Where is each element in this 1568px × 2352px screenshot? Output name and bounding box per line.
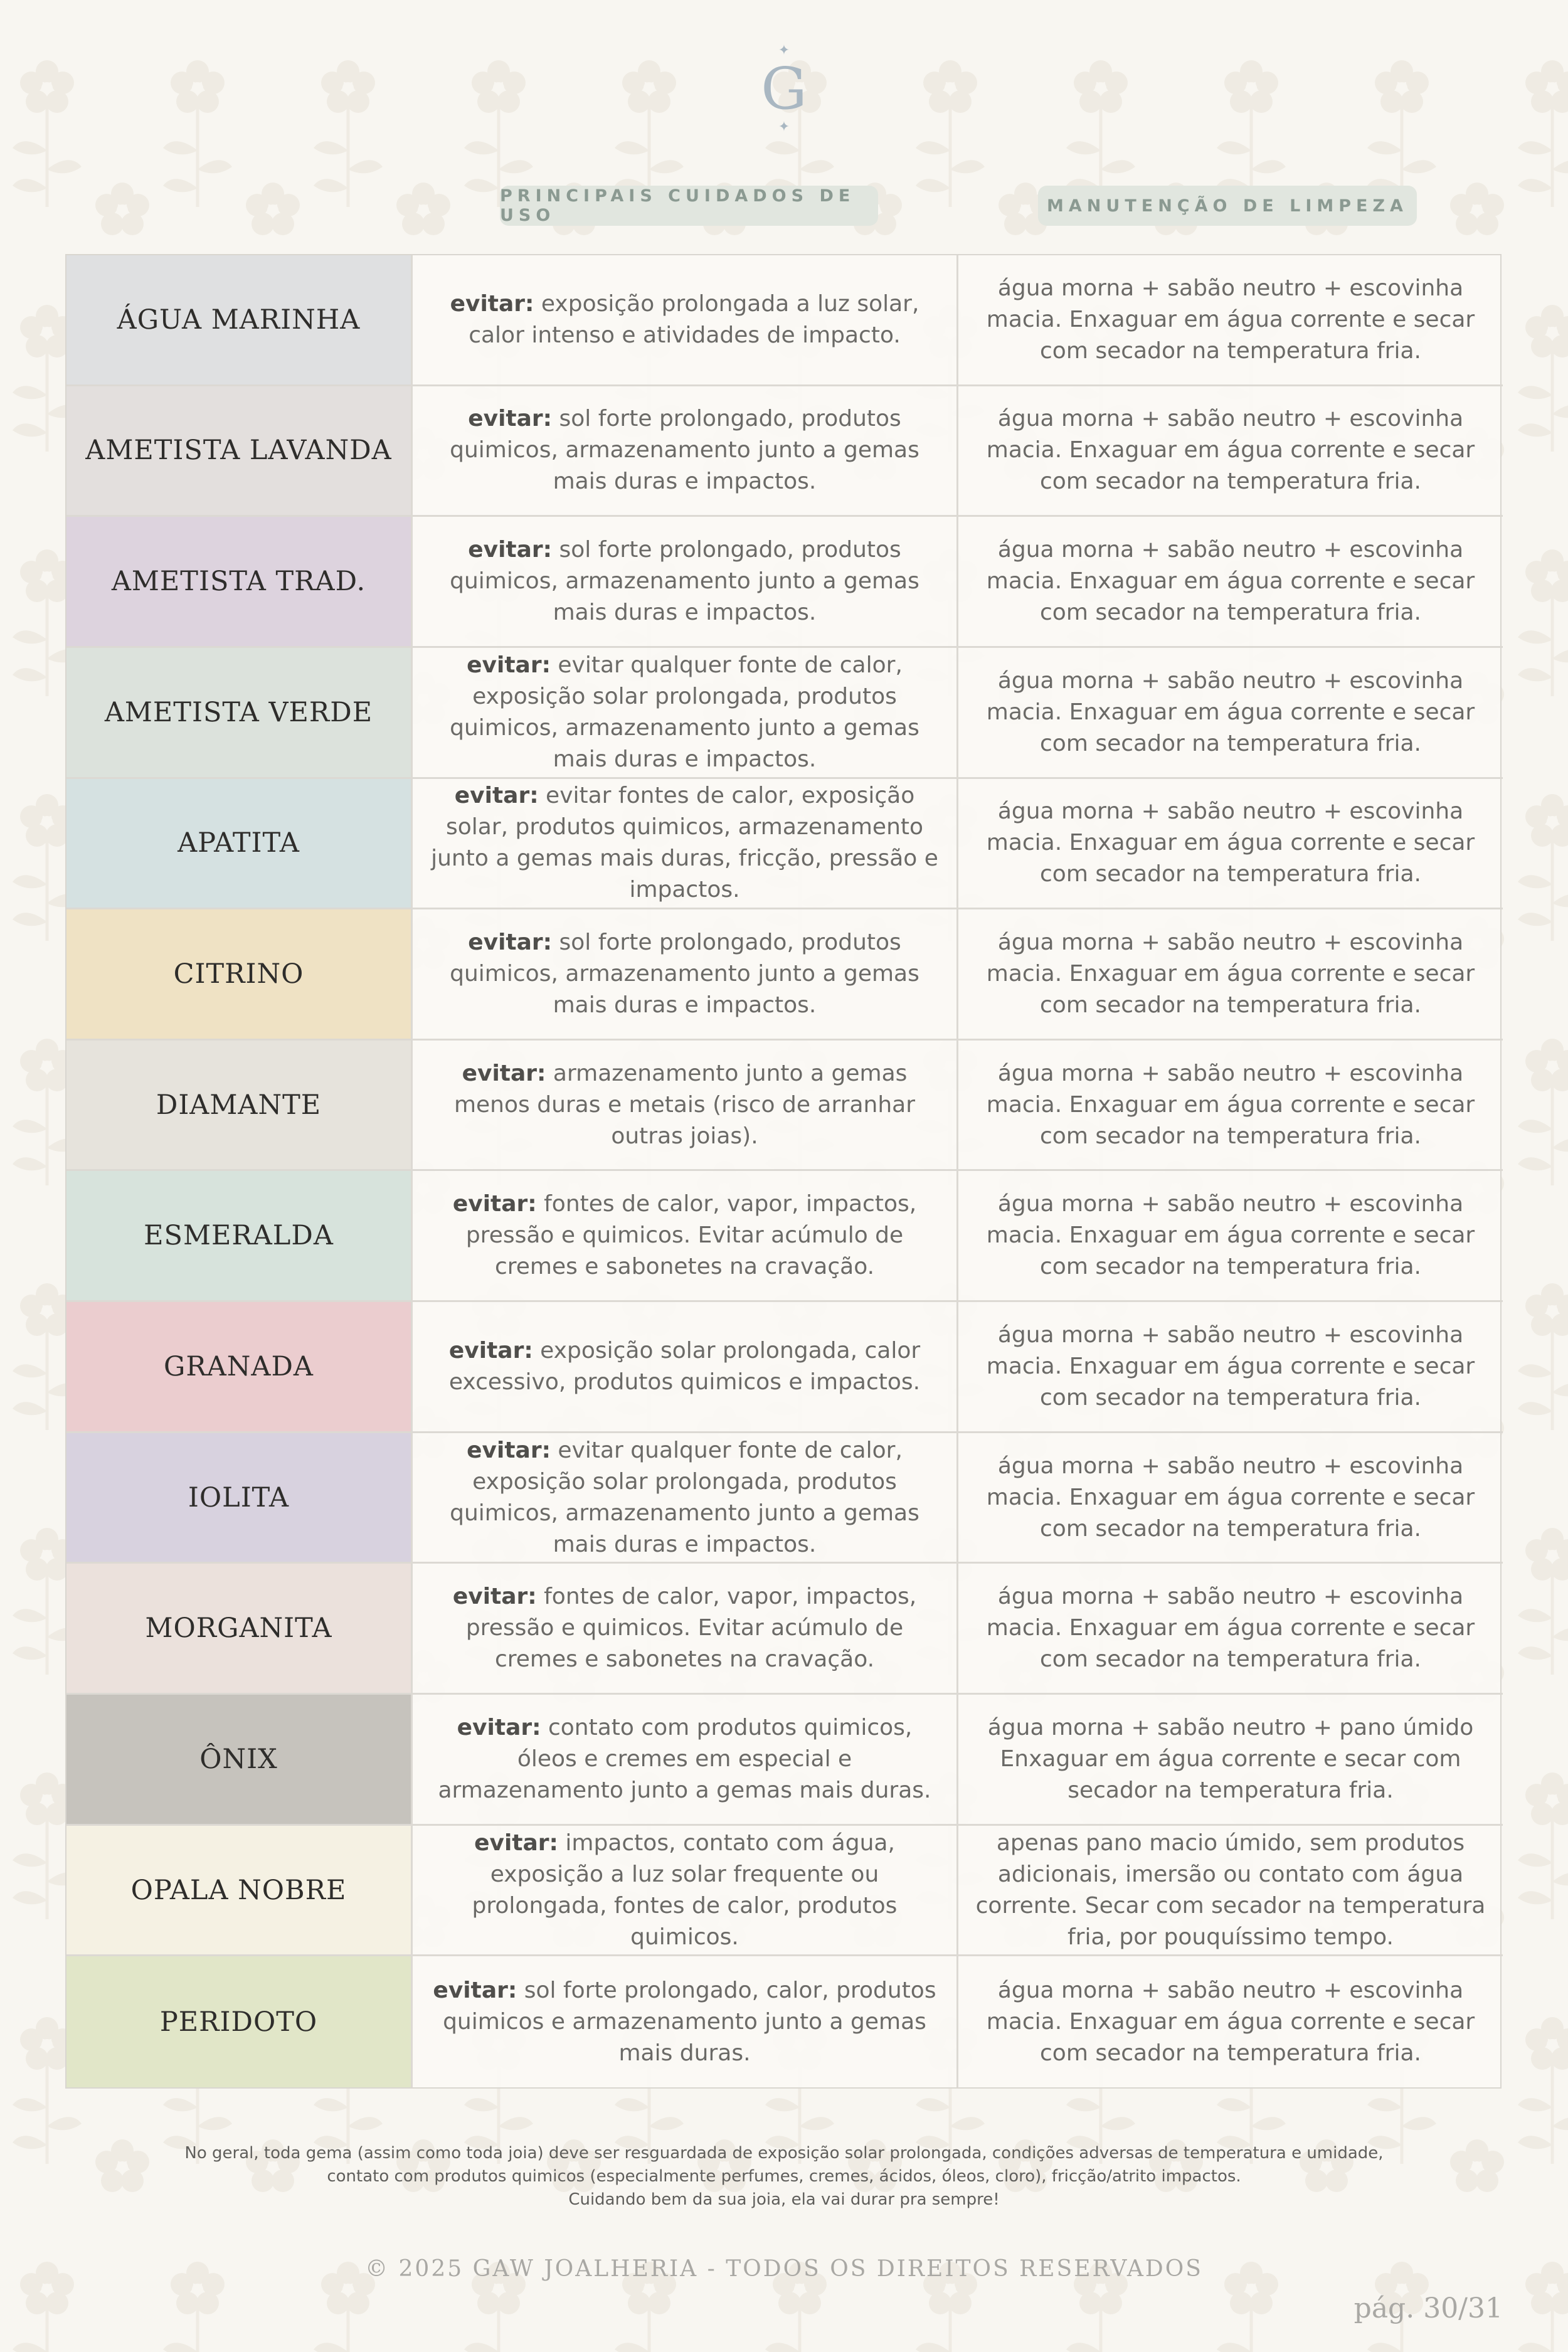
cleaning-description: água morna + sabão neutro + escovinha macia. Enxaguar em água corrente e secar com secador na temperatura fria. — [986, 930, 1475, 1019]
avoid-label: evitar: — [462, 1060, 546, 1086]
logo-letter: G — [761, 55, 807, 122]
care-text — [424, 1712, 945, 1806]
avoid-label: evitar: — [467, 1437, 551, 1463]
cleaning-cell — [958, 1564, 1503, 1695]
cleaning-description: água morna + sabão neutro + escovinha macia. Enxaguar em água corrente e secar com secador na temperatura fria. — [986, 537, 1475, 626]
care-cell — [413, 1826, 958, 1957]
avoid-label: evitar: — [448, 1337, 533, 1364]
cleaning-cell — [958, 648, 1503, 779]
cleaning-cell — [958, 1956, 1503, 2087]
care-text — [424, 780, 945, 906]
cleaning-description: água morna + sabão neutro + escovinha macia. Enxaguar em água corrente e secar com secador na temperatura fria. — [986, 1191, 1475, 1280]
gem-name-cell: AMETISTA VERDE — [66, 648, 413, 779]
star-icon: ✦ — [778, 43, 790, 58]
gem-name-cell: APATITA — [66, 779, 413, 910]
avoid-label: evitar: — [452, 1584, 537, 1610]
care-cell — [413, 1433, 958, 1564]
care-cell — [413, 1956, 958, 2087]
cleaning-cell — [958, 779, 1503, 910]
gem-name-cell: OPALA NOBRE — [66, 1826, 413, 1957]
care-cell — [413, 517, 958, 648]
gem-name-cell: GRANADA — [66, 1302, 413, 1433]
note-line: Cuidando bem da sua joia, ela vai durar pra sempre! — [568, 2190, 1000, 2209]
care-text — [424, 289, 945, 351]
care-description: impactos, contato com água, exposição a luz solar frequente ou prolongada, fontes de calor, produtos quimicos. — [472, 1830, 898, 1950]
avoid-label: evitar: — [454, 783, 539, 809]
care-text — [424, 403, 945, 497]
care-cell — [413, 1041, 958, 1172]
care-text — [424, 1581, 945, 1675]
care-description: fontes de calor, vapor, impactos, pressão e quimicos. Evitar acúmulo de cremes e sabonetes na cravação. — [465, 1584, 917, 1673]
care-text — [424, 650, 945, 775]
avoid-label: evitar: — [474, 1830, 558, 1856]
avoid-label: evitar: — [433, 1977, 517, 2003]
care-description: sol forte prolongado, produtos quimicos, armazenamento junto a gemas mais duras e impactos. — [450, 406, 919, 495]
gem-name-cell: CITRINO — [66, 909, 413, 1041]
cleaning-description: apenas pano macio úmido, sem produtos adicionais, imersão ou contato com água corrente. Secar com secador na temperatura fria, por pouquíssimo tempo. — [975, 1830, 1486, 1950]
care-description: sol forte prolongado, calor, produtos quimicos e armazenamento junto a gemas mais duras. — [443, 1977, 936, 2066]
cleaning-cell — [958, 1302, 1503, 1433]
care-text — [424, 1435, 945, 1560]
cleaning-cell — [958, 1171, 1503, 1302]
gem-name-cell: ESMERALDA — [66, 1171, 413, 1302]
copyright-text: © 2025 GAW JOALHERIA - TODOS OS DIREITOS RESERVADOS — [365, 2256, 1203, 2282]
care-description: exposição prolongada a luz solar, calor intenso e atividades de impacto. — [469, 290, 919, 348]
gem-name-cell: AMETISTA TRAD. — [66, 517, 413, 648]
care-text — [424, 1189, 945, 1283]
care-cell — [413, 648, 958, 779]
cleaning-cell — [958, 255, 1503, 386]
gem-name-cell: AMETISTA LAVANDA — [66, 386, 413, 517]
gem-name-cell: ÔNIX — [66, 1695, 413, 1826]
cleaning-description: água morna + sabão neutro + escovinha macia. Enxaguar em água corrente e secar com secador na temperatura fria. — [986, 798, 1475, 887]
gem-care-table — [65, 254, 1502, 2089]
cleaning-cell — [958, 1433, 1503, 1564]
star-icon: ✦ — [778, 119, 790, 135]
care-text — [424, 1975, 945, 2069]
care-description: evitar qualquer fonte de calor, exposição solar prolongada, produtos quimicos, armazenamento junto a gemas mais duras e impactos. — [450, 1437, 919, 1557]
care-cell — [413, 779, 958, 910]
brand-logo — [762, 44, 806, 138]
care-description: sol forte prolongado, produtos quimicos, armazenamento junto a gemas mais duras e impactos. — [450, 537, 919, 626]
general-care-note — [113, 2142, 1455, 2212]
cleaning-cell — [958, 386, 1503, 517]
cleaning-description: água morna + sabão neutro + escovinha macia. Enxaguar em água corrente e secar com secador na temperatura fria. — [986, 406, 1475, 495]
care-column-header: PRINCIPAIS CUIDADOS DE USO — [500, 186, 878, 226]
care-cell — [413, 1171, 958, 1302]
care-text — [424, 1335, 945, 1398]
cleaning-description: água morna + sabão neutro + escovinha macia. Enxaguar em água corrente e secar com secador na temperatura fria. — [986, 1060, 1475, 1149]
care-description: contato com produtos quimicos, óleos e cremes em especial e armazenamento junto a gemas mais duras. — [438, 1714, 931, 1803]
care-text — [424, 927, 945, 1021]
care-text — [424, 534, 945, 628]
care-cell — [413, 1564, 958, 1695]
avoid-label: evitar: — [468, 537, 553, 563]
care-text — [424, 1828, 945, 1953]
cleaning-cell — [958, 1826, 1503, 1957]
cleaning-cell — [958, 1041, 1503, 1172]
avoid-label: evitar: — [450, 290, 534, 317]
note-line: No geral, toda gema (assim como toda joia) deve ser resguardada de exposição solar prolongada, condições adversas de temperatura e umidade, — [184, 2144, 1384, 2163]
cleaning-description: água morna + sabão neutro + escovinha macia. Enxaguar em água corrente e secar com secador na temperatura fria. — [986, 1322, 1475, 1411]
care-cell — [413, 909, 958, 1041]
cleaning-description: água morna + sabão neutro + pano úmido Enxaguar em água corrente e secar com secador na temperatura fria. — [987, 1714, 1474, 1803]
gem-name-cell: PERIDOTO — [66, 1956, 413, 2087]
cleaning-description: água morna + sabão neutro + escovinha macia. Enxaguar em água corrente e secar com secador na temperatura fria. — [986, 667, 1475, 756]
gem-name-cell: MORGANITA — [66, 1564, 413, 1695]
care-description: evitar qualquer fonte de calor, exposição solar prolongada, produtos quimicos, armazenamento junto a gemas mais duras e impactos. — [450, 652, 919, 772]
care-description: sol forte prolongado, produtos quimicos, armazenamento junto a gemas mais duras e impactos. — [450, 930, 919, 1019]
care-description: evitar fontes de calor, exposição solar, produtos quimicos, armazenamento junto a gemas mais duras, fricção, pressão e impactos. — [431, 783, 938, 903]
page-number: pág. 30/31 — [1353, 2292, 1503, 2324]
cleaning-description: água morna + sabão neutro + escovinha macia. Enxaguar em água corrente e secar com secador na temperatura fria. — [986, 1584, 1475, 1673]
gem-name-cell: DIAMANTE — [66, 1041, 413, 1172]
care-description: fontes de calor, vapor, impactos, pressão e quimicos. Evitar acúmulo de cremes e sabonetes na cravação. — [465, 1191, 917, 1280]
cleaning-cell — [958, 1695, 1503, 1826]
care-cell — [413, 255, 958, 386]
cleaning-cell — [958, 517, 1503, 648]
care-cell — [413, 386, 958, 517]
care-cell — [413, 1302, 958, 1433]
avoid-label: evitar: — [457, 1714, 541, 1740]
avoid-label: evitar: — [452, 1191, 537, 1217]
avoid-label: evitar: — [467, 652, 551, 678]
care-description: exposição solar prolongada, calor excessivo, produtos quimicos e impactos. — [448, 1337, 921, 1395]
cleaning-description: água morna + sabão neutro + escovinha macia. Enxaguar em água corrente e secar com secador na temperatura fria. — [986, 275, 1475, 364]
cleaning-description: água morna + sabão neutro + escovinha macia. Enxaguar em água corrente e secar com secador na temperatura fria. — [986, 1977, 1475, 2066]
avoid-label: evitar: — [468, 406, 553, 432]
care-text — [424, 1058, 945, 1152]
care-description: armazenamento junto a gemas menos duras e metais (risco de arranhar outras joias). — [453, 1060, 916, 1149]
avoid-label: evitar: — [468, 930, 553, 956]
care-cell — [413, 1695, 958, 1826]
gem-name-cell: ÁGUA MARINHA — [66, 255, 413, 386]
note-line: contato com produtos quimicos (especialmente perfumes, cremes, ácidos, óleos, cloro), fricção/atrito impactos. — [327, 2167, 1241, 2186]
cleaning-description: água morna + sabão neutro + escovinha macia. Enxaguar em água corrente e secar com secador na temperatura fria. — [986, 1453, 1475, 1542]
cleaning-column-header: MANUTENÇÃO DE LIMPEZA — [1038, 186, 1417, 226]
cleaning-cell — [958, 909, 1503, 1041]
gem-name-cell: IOLITA — [66, 1433, 413, 1564]
